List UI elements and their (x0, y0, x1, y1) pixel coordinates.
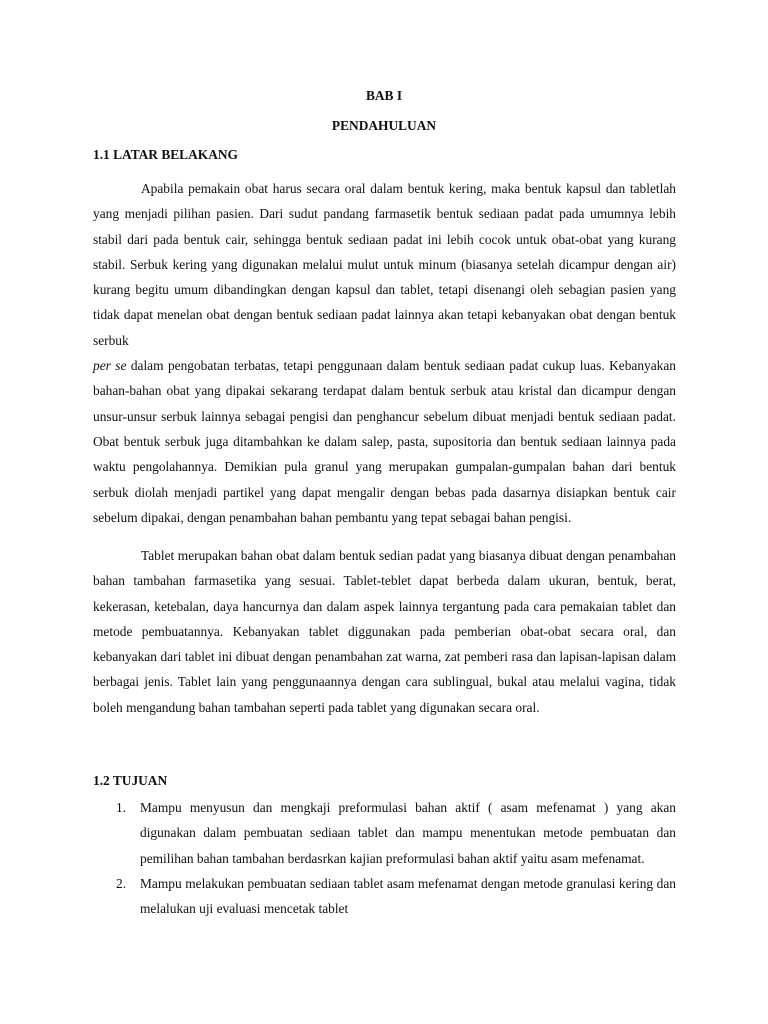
italic-term: per se (93, 358, 127, 374)
list-item (93, 795, 676, 871)
paragraph-text: dalam pengobatan terbatas, tetapi penggunaan dalam bentuk sediaan padat cukup luas. Kebanyakan bahan-bahan obat yang dipakai sekarang terdapat dalam bentuk serbuk atau kristal dan dicampur dengan unsur-unsur serbuk lainnya sebagai pengisi dan penghancur sebelum dibuat menjadi bentuk sediaan padat. Obat bentuk serbuk juga ditambahkan ke dalam salep, pasta, supositoria dan bentuk sediaan lainnya pada waktu pengolahannya. Demikian pula granul yang merupakan gumpalan-gumpalan bahan dari bentuk serbuk diolah menjadi partikel yang dapat mengalir dengan bebas pada dasarnya disiapkan bentuk cair sebelum dipakai, dengan penambahan bahan pembantu yang tepat sebagai bahan pengisi. (93, 358, 676, 525)
list-item-text: Mampu menyusun dan mengkaji preformulasi bahan aktif ( asam mefenamat ) yang akan digunakan dalam pembuatan sediaan tablet dan mampu menentukan metode pembuatan dan pemilihan bahan tambahan berdasrkan kajian preformulasi bahan aktif yaitu asam mefenamat. (140, 800, 676, 866)
paragraph-text: Apabila pemakain obat harus secara oral dalam bentuk kering, maka bentuk kapsul dan tabletlah yang menjadi pilihan pasien. Dari sudut pandang farmasetik bentuk sediaan padat pada umumnya lebih stabil dari pada bentuk cair, sehingga bentuk sediaan padat ini lebih cocok untuk obat-obat yang kurang stabil. Serbuk kering yang digunakan melalui mulut untuk minum (biasanya setelah dicampur dengan air) kurang begitu umum dibandingkan dengan kapsul dan tablet, tetapi disenangi oleh sebagian pasien yang tidak dapat menelan obat dengan bentuk sediaan padat lainnya akan tetapi kebanyakan obat dengan bentuk serbuk (93, 181, 676, 348)
objectives-list (93, 795, 676, 921)
paragraph-latar-belakang-1 (93, 176, 676, 530)
list-item-number: 2. (116, 875, 127, 891)
section-heading-latar-belakang: 1.1 LATAR BELAKANG (93, 147, 238, 162)
list-item-text: Mampu melakukan pembuatan sediaan tablet asam mefenamat dengan metode granulasi kering dan melalukan uji evaluasi mencetak tablet (140, 875, 676, 917)
paragraph-latar-belakang-2: Tablet merupakan bahan obat dalam bentuk sedian padat yang biasanya dibuat dengan penambahan bahan tambahan farmasetika yang sesuai. Tablet-teblet dapat berbeda dalam ukuran, bentuk, berat, kekerasan, ketebalan, daya hancurnya dan dalam aspek lainnya tergantung pada cara pemakaian tablet dan metode pembuatannya. Kebanyakan tablet diggunakan pada pemberian obat-obat secara oral, dan kebanyakan dari tablet ini dibuat dengan penambahan zat warna, zat pemberi rasa dan lapisan-lapisan dalam berbagai jenis. Tablet lain yang penggunaannya dengan cara sublingual, bukal atau melalui vagina, tidak boleh mengandung bahan tambahan seperti pada tablet yang digunakan secara oral. (93, 548, 676, 715)
chapter-number: BAB I (365, 88, 403, 103)
list-item-number: 1. (116, 800, 127, 815)
list-item (93, 871, 676, 922)
section-heading-tujuan: 1.2 TUJUAN (93, 773, 168, 788)
chapter-title: PENDAHULUAN (331, 118, 437, 133)
